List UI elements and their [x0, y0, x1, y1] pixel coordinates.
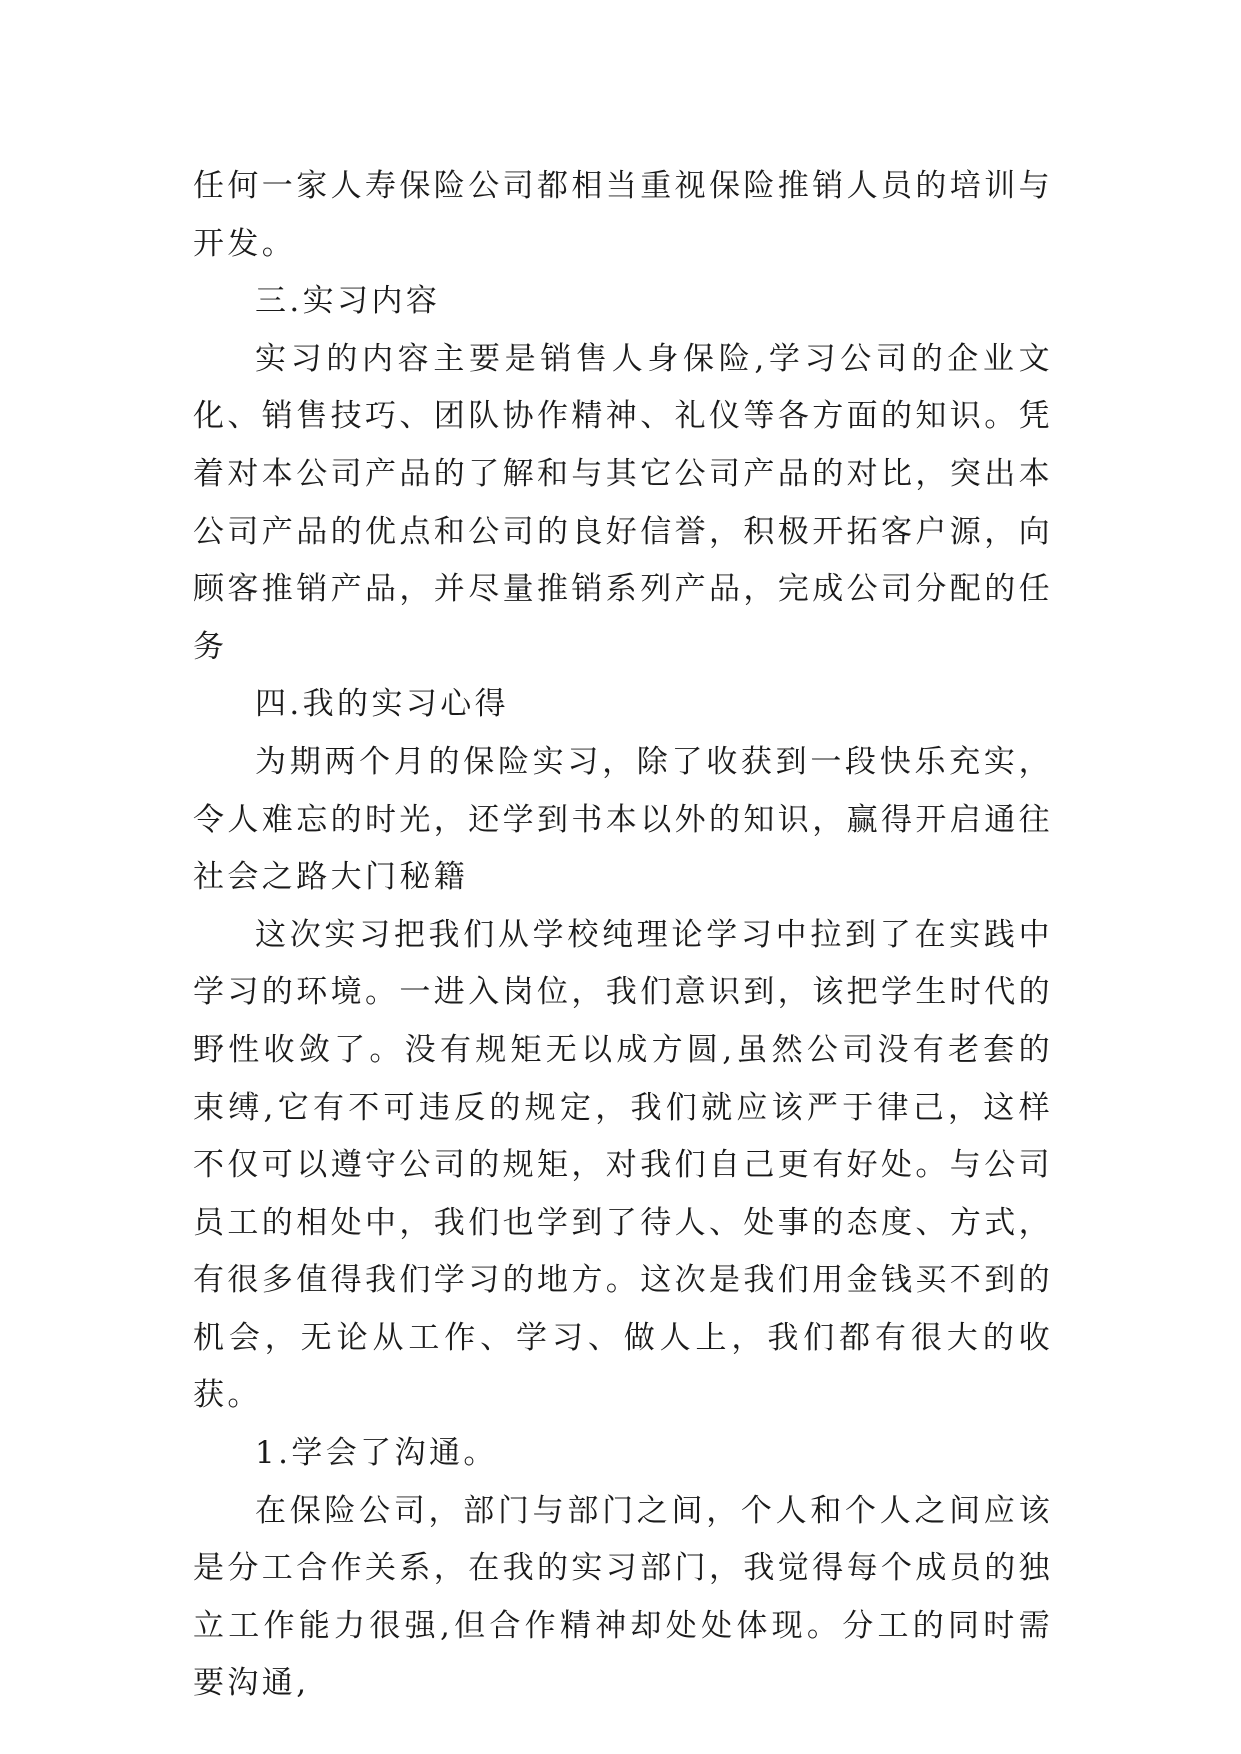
paragraph-practice-environment: 这次实习把我们从学校纯理论学习中拉到了在实践中学习的环境。一进入岗位，我们意识到，该把学生时代的野性收敛了。没有规矩无以成方圆,虽然公司没有老套的束缚,它有不可违反的规定，我们就应该严于律己，这样不仅可以遵守公司的规矩，对我们自己更有好处。与公司员工的相处中，我们也学到了待人、处事的态度、方式，有很多值得我们学习的地方。这次是我们用金钱买不到的机会，无论从工作、学习、做人上，我们都有很大的收获。	[193, 916, 1053, 1414]
heading-internship-reflections: 四.我的实习心得	[255, 686, 510, 723]
paragraph-two-months: 为期两个月的保险实习，除了收获到一段快乐充实，令人难忘的时光，还学到书本以外的知识，赢得开启通往社会之路大门秘籍	[193, 743, 1053, 896]
heading-internship-content: 三.实习内容	[255, 283, 441, 320]
heading-learned-communication: 1.学会了沟通。	[255, 1435, 498, 1472]
document-body	[193, 158, 1053, 1713]
paragraph-internship-content: 实习的内容主要是销售人身保险,学习公司的企业文化、销售技巧、团队协作精神、礼仪等各方面的知识。凭着对本公司产品的了解和与其它公司产品的对比，突出本公司产品的优点和公司的良好信誉，积极开拓客户源，向顾客推销产品，并尽量推销系列产品，完成公司分配的任务	[193, 340, 1053, 665]
paragraph-training: 任何一家人寿保险公司都相当重视保险推销人员的培训与开发。	[193, 168, 1053, 262]
paragraph-cooperation: 在保险公司，部门与部门之间，个人和个人之间应该是分工合作关系，在我的实习部门，我觉得每个成员的独立工作能力很强,但合作精神却处处体现。分工的同时需要沟通,	[193, 1492, 1053, 1702]
